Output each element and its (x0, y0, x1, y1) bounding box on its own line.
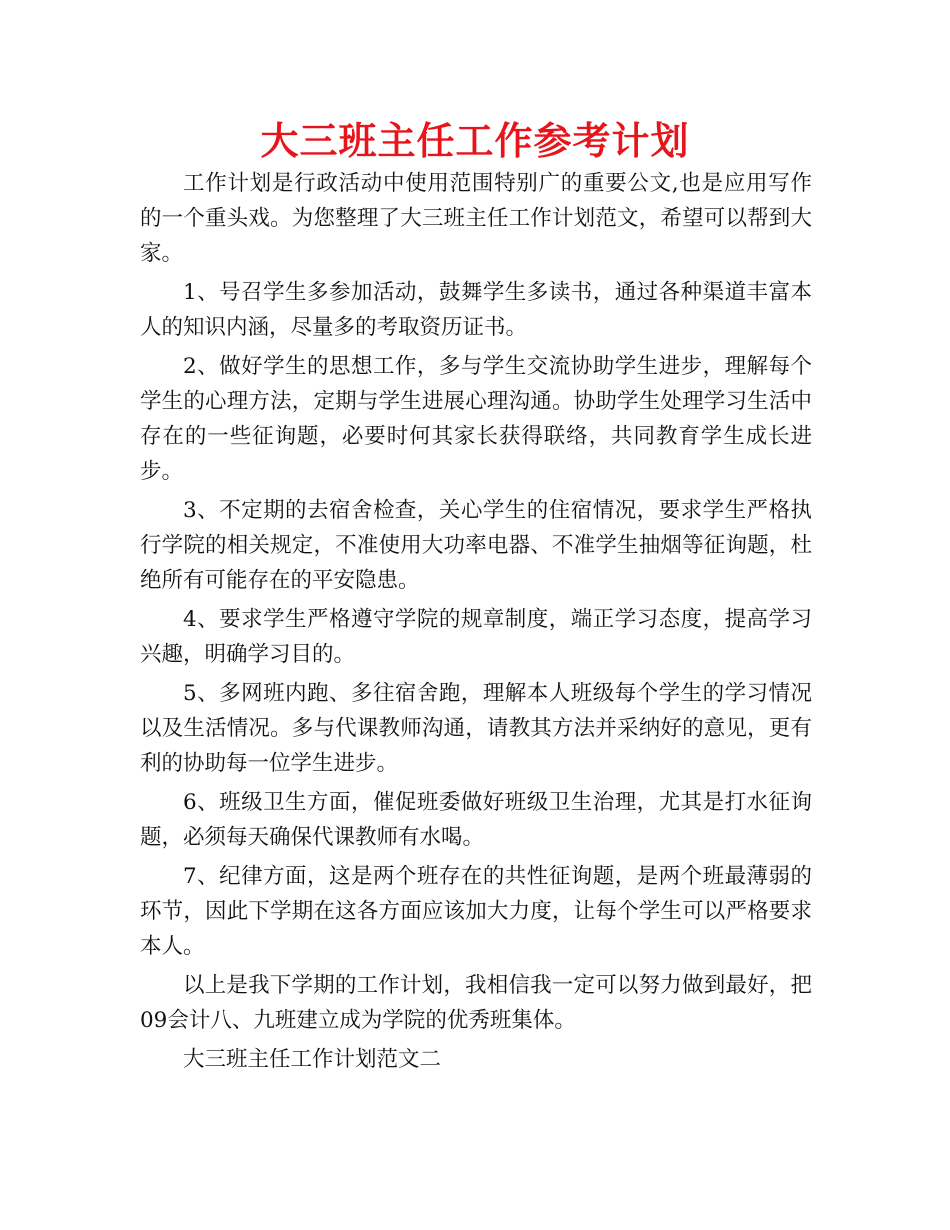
paragraph-next-section-heading: 大三班主任工作计划范文二 (183, 1047, 442, 1072)
paragraph-item-4: 4、要求学生严格遵守学院的规章制度，端正学习态度，提高学习兴趣，明确学习目的。 (140, 607, 812, 667)
paragraph-item-1: 1、号召学生多参加活动，鼓舞学生多读书，通过各种渠道丰富本人的知识内涵，尽量多的考取资历证书。 (140, 280, 812, 340)
document-title: 大三班主任工作参考计划 (260, 119, 690, 163)
paragraph-intro: 工作计划是行政活动中使用范围特别广的重要公文,也是应用写作的一个重头戏。为您整理了大三班主任工作计划范文，希望可以帮到大家。 (140, 171, 812, 266)
paragraph-item-3: 3、不定期的去宿舍检查，关心学生的住宿情况，要求学生严格执行学院的相关规定，不准使用大功率电器、不准学生抽烟等征询题，杜绝所有可能存在的平安隐患。 (140, 498, 812, 593)
paragraph-item-7: 7、纪律方面，这是两个班存在的共性征询题，是两个班最薄弱的环节，因此下学期在这各方面应该加大力度，让每个学生可以严格要求本人。 (140, 864, 812, 959)
paragraph-item-2: 2、做好学生的思想工作，多与学生交流协助学生进步，理解每个学生的心理方法，定期与学生进展心理沟通。协助学生处理学习生活中存在的一些征询题，必要时何其家长获得联络，共同教育学生成长进步。 (140, 354, 812, 484)
paragraph-item-5: 5、多网班内跑、多往宿舍跑，理解本人班级每个学生的学习情况以及生活情况。多与代课教师沟通，请教其方法并采纳好的意见，更有利的协助每一位学生进步。 (140, 681, 812, 776)
paragraph-item-6: 6、班级卫生方面，催促班委做好班级卫生治理，尤其是打水征询题，必须每天确保代课教师有水喝。 (140, 790, 812, 850)
paragraph-conclusion: 以上是我下学期的工作计划，我相信我一定可以努力做到最好，把09会计八、九班建立成为学院的优秀班集体。 (140, 973, 812, 1033)
document-body (140, 166, 812, 1077)
